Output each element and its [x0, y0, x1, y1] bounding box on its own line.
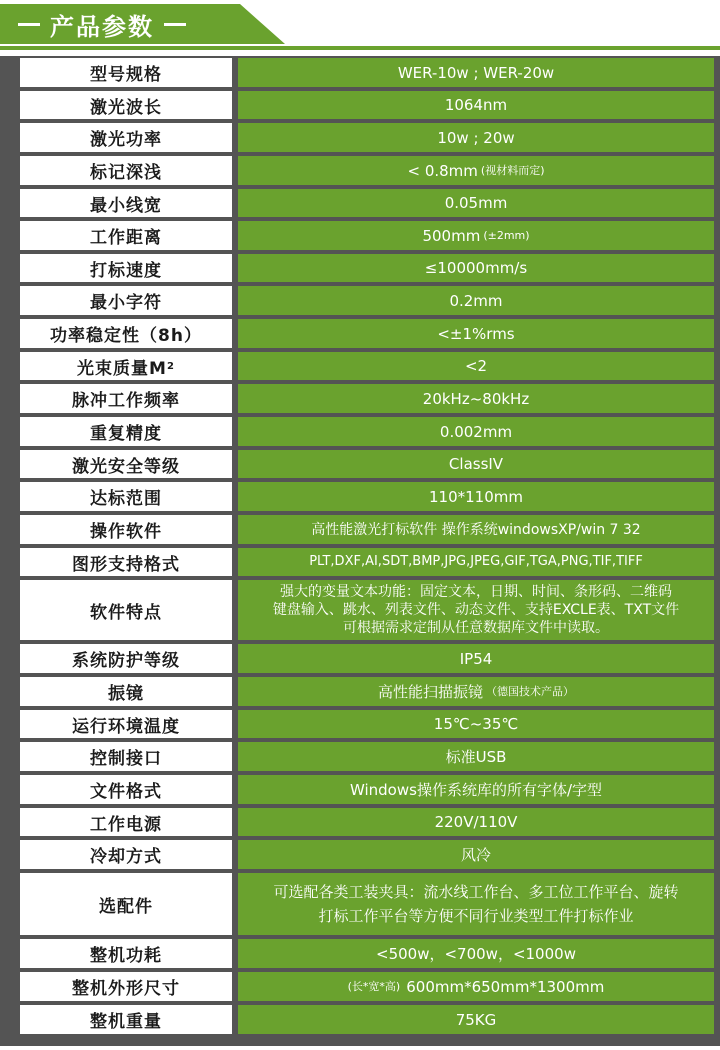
- value-note: （德国技术产品）: [486, 684, 574, 698]
- table-row: [0, 56, 720, 89]
- row-label: 工作距离: [20, 221, 232, 250]
- row-value: IP54: [238, 644, 714, 673]
- row-label: 打标速度: [20, 254, 232, 282]
- table-row: [0, 806, 720, 838]
- table-row: [0, 1003, 720, 1036]
- row-value: 高性能激光打标软件 操作系统windowsXP/win 7 32: [238, 515, 714, 544]
- row-value: 20kHz~80kHz: [238, 384, 714, 413]
- table-row: [0, 219, 720, 252]
- table-row: [0, 121, 720, 154]
- row-value: <500w，<700w，<1000w: [238, 939, 714, 968]
- row-label: 达标范围: [20, 482, 232, 511]
- row-label: 功率稳定性（8h）: [20, 319, 232, 348]
- row-label: 最小线宽: [20, 189, 232, 217]
- value-line: 可选配各类工装夹具：流水线工作台、多工位工作平台、旋转: [273, 883, 679, 901]
- row-value: Windows操作系统库的所有字体/字型: [238, 775, 714, 804]
- value-note: (±2mm): [483, 228, 530, 242]
- row-value: [238, 873, 714, 935]
- row-value: WER-10w ; WER-20w: [238, 58, 714, 87]
- row-value: [238, 972, 714, 1001]
- row-value: 15℃~35℃: [238, 710, 714, 738]
- row-value: 0.002mm: [238, 417, 714, 446]
- label-superscript: 2: [166, 360, 175, 372]
- row-value: 75KG: [238, 1005, 714, 1034]
- row-value: [238, 156, 714, 185]
- value-line: 可根据需求定制从任意数据库文件中读取。: [343, 620, 609, 636]
- section-title-text: 产品参数: [50, 12, 154, 41]
- table-row: [0, 448, 720, 480]
- value-main: 500mm: [422, 226, 481, 245]
- value-main: 高性能扫描振镜: [377, 682, 483, 701]
- row-label: 标记深浅: [20, 156, 232, 185]
- row-value: [238, 677, 714, 706]
- table-row: [0, 154, 720, 187]
- value-line: 强大的变量文本功能：固定文本，日期、时间、条形码、二维码: [280, 584, 672, 600]
- row-value: <±1%rms: [238, 319, 714, 348]
- table-row: [0, 642, 720, 675]
- table-row: [0, 252, 720, 284]
- table-row: [0, 970, 720, 1003]
- table-row: [0, 708, 720, 740]
- label-text: 光束质量M: [77, 358, 167, 379]
- row-value: ClassIV: [238, 450, 714, 478]
- row-label: [20, 352, 232, 380]
- row-label: 系统防护等级: [20, 644, 232, 673]
- table-row: [0, 284, 720, 317]
- row-label: 激光波长: [20, 91, 232, 119]
- table-row: [0, 317, 720, 350]
- row-label: 振镜: [20, 677, 232, 706]
- table-row: [0, 513, 720, 546]
- row-value: <2: [238, 352, 714, 380]
- table-row: [0, 546, 720, 578]
- row-value: 0.2mm: [238, 286, 714, 315]
- row-label: 工作电源: [20, 808, 232, 836]
- header-rule: [0, 46, 720, 50]
- row-label: 脉冲工作频率: [20, 384, 232, 413]
- value-prefix: (长*宽*高): [347, 979, 401, 993]
- row-label: 软件特点: [20, 580, 232, 640]
- table-row: [0, 773, 720, 806]
- spec-table: [0, 56, 720, 1046]
- row-label: 整机功耗: [20, 939, 232, 968]
- table-row: [0, 838, 720, 871]
- row-value: 0.05mm: [238, 189, 714, 217]
- table-row: [0, 480, 720, 513]
- table-row: [0, 871, 720, 937]
- row-label: 操作软件: [20, 515, 232, 544]
- value-line: 键盘输入、跳水、列表文件、动态文件、支持EXCLE表、TXT文件: [272, 602, 680, 618]
- row-value: [238, 580, 714, 640]
- row-value: 1064nm: [238, 91, 714, 119]
- value-main: < 0.8mm: [407, 161, 478, 180]
- table-row: [0, 675, 720, 708]
- row-value: 10w ; 20w: [238, 123, 714, 152]
- table-row: [0, 382, 720, 415]
- row-label: 整机重量: [20, 1005, 232, 1034]
- row-value: [238, 221, 714, 250]
- row-value: PLT,DXF,AI,SDT,BMP,JPG,JPEG,GIF,TGA,PNG,TIF,TIFF: [238, 548, 714, 576]
- section-title: [0, 4, 258, 44]
- value-line: 打标工作平台等方便不同行业类型工件打标作业: [318, 907, 634, 925]
- row-label: 激光安全等级: [20, 450, 232, 478]
- table-row: [0, 937, 720, 970]
- row-label: 图形支持格式: [20, 548, 232, 576]
- row-label: 整机外形尺寸: [20, 972, 232, 1001]
- row-label: 运行环境温度: [20, 710, 232, 738]
- dash-left: [18, 23, 40, 26]
- dash-right: [164, 23, 186, 26]
- row-label: 选配件: [20, 873, 232, 935]
- row-label: 最小字符: [20, 286, 232, 315]
- value-note: (视材料而定): [480, 163, 545, 177]
- table-row: [0, 740, 720, 773]
- row-value: 220V/110V: [238, 808, 714, 836]
- row-label: 激光功率: [20, 123, 232, 152]
- row-label: 重复精度: [20, 417, 232, 446]
- table-row: [0, 89, 720, 121]
- row-label: 型号规格: [20, 58, 232, 87]
- row-value: 110*110mm: [238, 482, 714, 511]
- table-row: [0, 415, 720, 448]
- row-label: 文件格式: [20, 775, 232, 804]
- row-value: 风冷: [238, 840, 714, 869]
- row-value: ≤10000mm/s: [238, 254, 714, 282]
- row-label: 冷却方式: [20, 840, 232, 869]
- row-label: 控制接口: [20, 742, 232, 771]
- table-row: [0, 350, 720, 382]
- value-main: 600mm*650mm*1300mm: [406, 977, 605, 996]
- section-header: [0, 0, 720, 50]
- table-row: [0, 187, 720, 219]
- row-value: 标准USB: [238, 742, 714, 771]
- table-row: [0, 578, 720, 642]
